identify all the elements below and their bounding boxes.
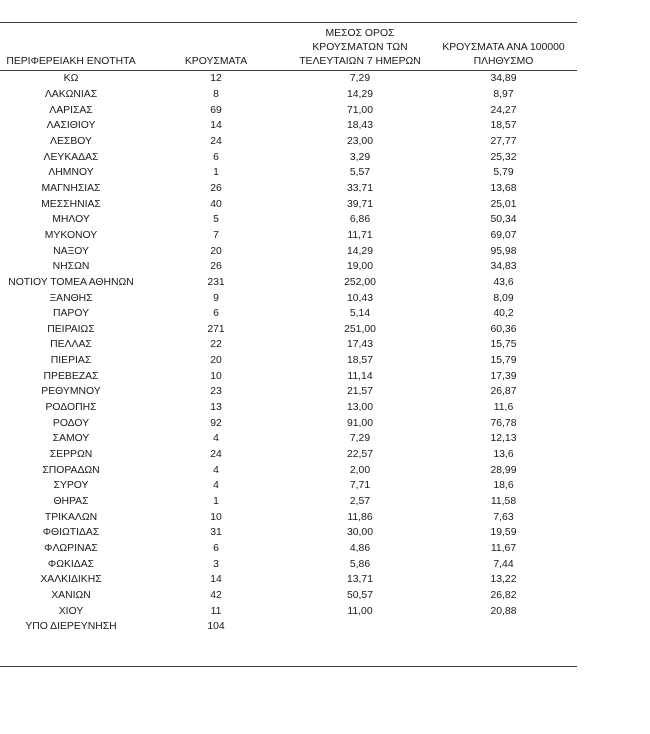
table-body (0, 71, 577, 635)
cell-7day-average: 2,00 (349, 464, 371, 476)
bottom-rule (0, 666, 577, 667)
cell-cases-per-100000: 12,13 (490, 433, 517, 445)
cell-7day-average: 5,14 (349, 308, 371, 320)
covid-cases-table (0, 25, 577, 635)
cell-7day-average: 4,86 (349, 543, 371, 555)
cell-7day-average: 21,57 (346, 386, 373, 398)
cell-cases-per-100000: 28,99 (490, 464, 517, 476)
cell-cases-per-100000: 50,34 (490, 214, 517, 226)
cell-cases: 231 (207, 276, 225, 288)
cell-regional-unit: ΠΕΛΛΑΣ (50, 339, 92, 351)
cell-regional-unit: ΜΗΛΟΥ (52, 214, 90, 226)
cell-regional-unit: ΝΗΣΩΝ (52, 261, 90, 273)
cell-regional-unit: ΜΕΣΣΗΝΙΑΣ (41, 198, 101, 210)
cell-cases-per-100000: 24,27 (490, 104, 517, 116)
table-row (0, 368, 577, 384)
table-row (0, 603, 577, 619)
cell-cases-per-100000: 5,79 (493, 167, 514, 179)
cell-cases: 5 (213, 214, 219, 226)
cell-7day-average: 39,71 (346, 198, 373, 210)
cell-7day-average: 11,86 (347, 511, 373, 523)
cell-cases-per-100000: 11,58 (490, 496, 517, 508)
table-row (0, 243, 577, 259)
cell-regional-unit: ΠΙΕΡΙΑΣ (50, 355, 92, 367)
cell-7day-average (290, 619, 430, 635)
cell-cases: 11 (210, 605, 222, 617)
cell-cases-per-100000: 95,98 (490, 245, 517, 257)
cell-7day-average: 13,71 (346, 574, 373, 586)
cell-regional-unit: ΧΑΛΚΙΔΙΚΗΣ (40, 574, 102, 586)
cell-regional-unit: ΠΡΕΒΕΖΑΣ (43, 370, 99, 382)
table-row (0, 588, 577, 604)
cell-cases-per-100000: 26,87 (490, 386, 517, 398)
cell-7day-average: 5,57 (349, 167, 371, 179)
cell-regional-unit: ΘΗΡΑΣ (53, 496, 89, 508)
cell-regional-unit: ΛΑΚΩΝΙΑΣ (44, 88, 98, 100)
cell-cases-per-100000: 15,75 (490, 339, 517, 351)
cell-cases-per-100000: 7,44 (493, 558, 514, 570)
cell-cases: 14 (210, 120, 222, 132)
table-row (0, 71, 577, 87)
cell-cases: 6 (213, 308, 219, 320)
table-row (0, 118, 577, 134)
cell-cases-per-100000: 19,59 (490, 527, 517, 539)
cell-cases: 4 (213, 433, 219, 445)
table-row (0, 353, 577, 369)
table-row (0, 306, 577, 322)
cell-regional-unit: ΠΕΙΡΑΙΩΣ (47, 323, 95, 335)
cell-cases-per-100000: 60,36 (490, 323, 517, 335)
cell-cases: 92 (210, 417, 222, 429)
cell-regional-unit: ΛΑΣΙΘΙΟΥ (46, 120, 96, 132)
cell-7day-average: 30,00 (346, 527, 373, 539)
cell-cases: 14 (210, 574, 222, 586)
table-row (0, 337, 577, 353)
table-row (0, 259, 577, 275)
cell-cases-per-100000: 7,63 (493, 511, 514, 523)
cell-7day-average: 252,00 (344, 276, 376, 288)
cell-regional-unit: ΞΑΝΘΗΣ (49, 292, 93, 304)
cell-regional-unit: ΣΠΟΡΑΔΩΝ (42, 464, 100, 476)
cell-7day-average: 7,71 (349, 480, 371, 492)
table-row (0, 196, 577, 212)
cell-cases: 23 (210, 386, 222, 398)
table-row (0, 572, 577, 588)
cell-cases-per-100000: 26,82 (490, 589, 517, 601)
cell-cases-per-100000: 25,32 (490, 151, 517, 163)
table-row (0, 541, 577, 557)
cell-regional-unit: ΣΥΡΟΥ (53, 480, 89, 492)
table-row (0, 290, 577, 306)
table-row (0, 556, 577, 572)
cell-cases-per-100000: 13,6 (493, 449, 514, 461)
table-row (0, 431, 577, 447)
cell-cases-per-100000: 15,79 (490, 355, 517, 367)
cell-regional-unit: ΧΙΟΥ (58, 605, 84, 617)
cell-cases: 4 (213, 480, 219, 492)
cell-7day-average: 50,57 (346, 589, 373, 601)
cell-cases: 7 (213, 229, 219, 241)
cell-cases: 271 (207, 323, 225, 335)
top-rule (0, 22, 577, 23)
cell-7day-average: 33,71 (346, 182, 373, 194)
cell-7day-average: 14,29 (346, 245, 373, 257)
cell-regional-unit: ΛΕΣΒΟΥ (50, 135, 92, 147)
cell-cases-per-100000 (430, 619, 577, 635)
table-row (0, 102, 577, 118)
cell-cases-per-100000: 8,09 (493, 292, 514, 304)
table-row (0, 134, 577, 150)
cell-regional-unit: ΝΟΤΙΟΥ ΤΟΜΕΑ ΑΘΗΝΩΝ (8, 276, 134, 288)
cell-cases: 31 (210, 527, 222, 539)
cell-regional-unit: ΡΟΔΟΥ (52, 417, 90, 429)
cell-7day-average: 14,29 (346, 88, 373, 100)
table-row (0, 384, 577, 400)
cell-cases-per-100000: 27,77 (490, 135, 517, 147)
table-row (0, 181, 577, 197)
cell-cases: 1 (213, 167, 219, 179)
cell-regional-unit: ΛΕΥΚΑΔΑΣ (43, 151, 99, 163)
cell-cases: 13 (210, 402, 222, 414)
cell-cases-per-100000: 76,78 (490, 417, 517, 429)
cell-regional-unit: ΦΩΚΙΔΑΣ (47, 558, 95, 570)
header-cases-per-100000: ΚΡΟΥΣΜΑΤΑ ΑΝΑ 100000 ΠΛΗΘΥΣΜΟ (430, 25, 577, 71)
table-row (0, 322, 577, 338)
cell-cases-per-100000: 25,01 (490, 198, 517, 210)
table-row (0, 415, 577, 431)
cell-regional-unit: ΡΟΔΟΠΗΣ (45, 402, 97, 414)
cell-regional-unit: ΝΑΞΟΥ (53, 245, 89, 257)
cell-cases-per-100000: 20,88 (490, 605, 517, 617)
cell-cases-per-100000: 34,83 (490, 261, 517, 273)
cell-cases-per-100000: 18,6 (493, 480, 514, 492)
table-row (0, 87, 577, 103)
table-header-row (0, 25, 577, 71)
table-row (0, 447, 577, 463)
cell-7day-average: 11,14 (347, 370, 373, 382)
cell-cases: 9 (213, 292, 219, 304)
cell-regional-unit: ΣΕΡΡΩΝ (49, 449, 93, 461)
cell-cases: 12 (210, 73, 222, 85)
header-7day-average: ΜΕΣΟΣ ΟΡΟΣ ΚΡΟΥΣΜΑΤΩΝ ΤΩΝ ΤΕΛΕΥΤΑΙΩΝ 7 ΗΜΕΡΩΝ (290, 25, 430, 71)
cell-7day-average: 5,86 (349, 558, 371, 570)
cell-7day-average: 18,43 (346, 120, 373, 132)
cell-regional-unit: ΦΘΙΩΤΙΔΑΣ (42, 527, 100, 539)
cell-cases: 1 (213, 496, 219, 508)
cell-regional-unit: ΤΡΙΚΑΛΩΝ (44, 511, 98, 523)
cell-cases: 20 (210, 245, 222, 257)
cell-cases-per-100000: 13,22 (490, 574, 517, 586)
cell-7day-average: 6,86 (349, 214, 371, 226)
cell-cases: 22 (210, 339, 222, 351)
cell-cases: 26 (210, 182, 222, 194)
cell-cases-per-100000: 17,39 (490, 370, 517, 382)
cell-cases: 24 (210, 449, 222, 461)
table-row (0, 149, 577, 165)
table-row (0, 494, 577, 510)
cell-7day-average: 7,29 (349, 73, 371, 85)
cell-cases: 10 (210, 511, 222, 523)
cell-7day-average: 10,43 (346, 292, 373, 304)
cell-7day-average: 3,29 (349, 151, 371, 163)
cell-regional-unit: ΚΩ (63, 73, 79, 85)
cell-cases-per-100000: 11,6 (493, 402, 514, 414)
cell-cases: 3 (213, 558, 219, 570)
table-row (0, 228, 577, 244)
cell-7day-average: 19,00 (346, 261, 373, 273)
table-row (0, 400, 577, 416)
cell-cases: 42 (210, 589, 222, 601)
cell-7day-average: 7,29 (349, 433, 371, 445)
cell-cases: 104 (207, 621, 225, 633)
table-row (0, 212, 577, 228)
cell-7day-average: 23,00 (346, 135, 373, 147)
header-cases: ΚΡΟΥΣΜΑΤΑ (142, 25, 290, 71)
cell-cases-per-100000: 69,07 (490, 229, 517, 241)
cell-regional-unit: ΥΠΟ ΔΙΕΡΕΥΝΗΣΗ (25, 621, 117, 633)
cell-cases: 24 (210, 135, 222, 147)
cell-regional-unit: ΜΥΚΟΝΟΥ (44, 229, 98, 241)
cell-cases-per-100000: 43,6 (493, 276, 514, 288)
cell-cases: 40 (210, 198, 222, 210)
cell-7day-average: 13,00 (346, 402, 373, 414)
cell-regional-unit: ΜΑΓΝΗΣΙΑΣ (41, 182, 101, 194)
cell-7day-average: 2,57 (349, 496, 371, 508)
cell-regional-unit: ΛΑΡΙΣΑΣ (49, 104, 93, 116)
cell-7day-average: 91,00 (346, 417, 373, 429)
cell-cases: 26 (210, 261, 222, 273)
cell-cases-per-100000: 34,89 (490, 73, 517, 85)
cell-regional-unit: ΛΗΜΝΟΥ (48, 167, 94, 179)
cell-7day-average: 11,71 (347, 229, 373, 241)
cell-cases-per-100000: 18,57 (490, 120, 517, 132)
cell-regional-unit: ΦΛΩΡΙΝΑΣ (44, 543, 98, 555)
cell-cases: 20 (210, 355, 222, 367)
cell-cases: 10 (210, 370, 222, 382)
cell-regional-unit: ΣΑΜΟΥ (52, 433, 90, 445)
cell-7day-average: 22,57 (346, 449, 373, 461)
table-row (0, 478, 577, 494)
cell-7day-average: 11,00 (347, 605, 373, 617)
cell-regional-unit: ΠΑΡΟΥ (52, 308, 90, 320)
table-row (0, 525, 577, 541)
cell-cases-per-100000: 13,68 (490, 182, 517, 194)
cell-7day-average: 251,00 (344, 323, 376, 335)
cell-7day-average: 18,57 (346, 355, 373, 367)
table-row (0, 275, 577, 291)
cell-cases-per-100000: 40,2 (493, 308, 514, 320)
cell-7day-average: 71,00 (346, 104, 373, 116)
header-regional-unit: ΠΕΡΙΦΕΡΕΙΑΚΗ ΕΝΟΤΗΤΑ (0, 25, 142, 71)
cell-cases-per-100000: 8,97 (493, 88, 514, 100)
cell-cases: 4 (213, 464, 219, 476)
cell-cases: 8 (213, 88, 219, 100)
cell-regional-unit: ΡΕΘΥΜΝΟΥ (41, 386, 101, 398)
cell-cases-per-100000: 11,67 (490, 543, 517, 555)
cell-cases: 6 (213, 151, 219, 163)
table-row (0, 165, 577, 181)
cell-cases: 6 (213, 543, 219, 555)
cell-cases: 69 (210, 104, 222, 116)
cell-7day-average: 17,43 (346, 339, 373, 351)
table-row (0, 619, 577, 635)
table-row (0, 462, 577, 478)
cell-regional-unit: ΧΑΝΙΩΝ (51, 589, 91, 601)
table-row (0, 509, 577, 525)
